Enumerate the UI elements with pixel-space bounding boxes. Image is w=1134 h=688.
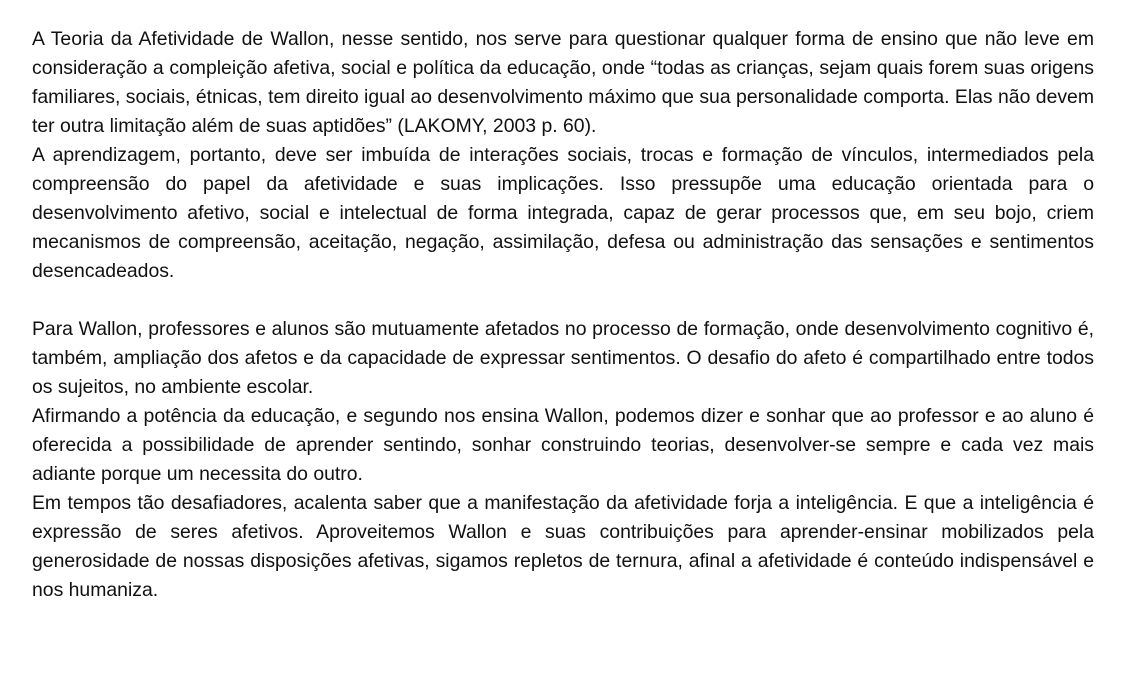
- paragraph-education-power: Afirmando a potência da educação, e segundo nos ensina Wallon, podemos dizer e sonhar que ao professor e ao aluno é oferecida a possibilidade de aprender sentindo, sonhar construindo teorias, desenvolver-se sempre e cada vez mais adiante porque um necessita do outro.: [32, 405, 1094, 485]
- paragraph-teachers-students: Para Wallon, professores e alunos são mutuamente afetados no processo de formação, onde desenvolvimento cognitivo é, também, ampliação dos afetos e da capacidade de expressar sentimentos. O desafio do afeto é compartilhado entre todos os sujeitos, no ambiente escolar.: [32, 318, 1094, 398]
- paragraph-wallon-theory: A Teoria da Afetividade de Wallon, nesse sentido, nos serve para questionar qualquer forma de ensino que não leve em consideração a compleição afetiva, social e política da educação, onde “todas as crianças, sejam quais forem suas origens familiares, sociais, étnicas, tem direito igual ao desenvolvimento máximo que sua personalidade comporta. Elas não devem ter outra limitação além de suas aptidões” (LAKOMY, 2003 p. 60).: [32, 28, 1094, 137]
- paragraph-spacer: [32, 286, 1094, 315]
- document-body: [32, 25, 1094, 605]
- paragraph-challenging-times: Em tempos tão desafiadores, acalenta saber que a manifestação da afetividade forja a inteligência. E que a inteligência é expressão de seres afetivos. Aproveitemos Wallon e suas contribuições para aprender-ensinar mobilizados pela generosidade de nossas disposições afetivas, sigamos repletos de ternura, afinal a afetividade é conteúdo indispensável e nos humaniza.: [32, 492, 1094, 601]
- paragraph-learning: A aprendizagem, portanto, deve ser imbuída de interações sociais, trocas e formação de vínculos, intermediados pela compreensão do papel da afetividade e suas implicações. Isso pressupõe uma educação orientada para o desenvolvimento afetivo, social e intelectual de forma integrada, capaz de gerar processos que, em seu bojo, criem mecanismos de compreensão, aceitação, negação, assimilação, defesa ou administração das sensações e sentimentos desencadeados.: [32, 144, 1094, 282]
